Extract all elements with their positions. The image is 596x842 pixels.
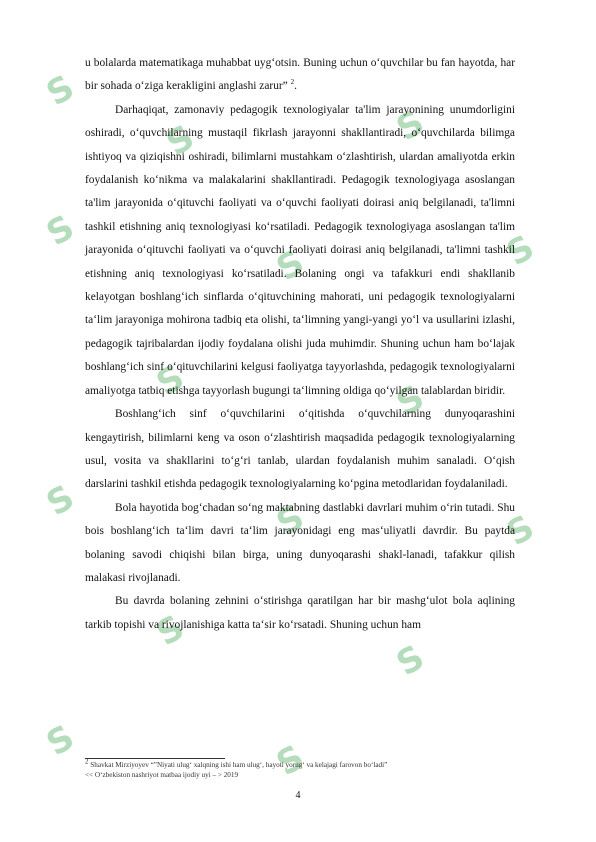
watermark-s-icon [40,720,80,760]
footnote-divider [85,758,225,759]
svg-text:S: S [500,510,540,550]
svg-text:S: S [40,70,80,110]
paragraph-1 [85,52,515,99]
paragraph-text: u bolalarda matematikaga muhabbat uyg‘otsin. Buning uchun o‘quvchilar bu fan hayotda, har bir sohada o‘ziga kerakligini anglashi zarur” [85,57,515,93]
footnote-number: 2 [85,757,89,766]
paragraph-4: Bola hayotida bog‘chadan so‘ng maktabning dastlabki davrlari muhim o‘rin tutadi. Shu bois boshlang‘ich ta‘lim davri ta‘lim jarayonidagi eng mas‘uliyatli davrdir. Bu paytda bolaning savodi chiqishi bilan birga, uning dunyoqarashi shakl-lanadi, tafakkur qilish malakasi rivojlanadi. [85,501,515,584]
watermark-s-icon [40,480,80,520]
svg-text:S: S [40,210,80,250]
svg-text:S: S [40,480,80,520]
body-text [85,52,515,637]
watermark-s-icon [40,210,80,250]
svg-text:S: S [270,740,310,780]
paragraph-2: Darhaqiqat, zamonaviy pedagogik texnologiyalar ta'lim jarayonining unumdorligini oshiradi, o‘quvchilarning mustaqil fikrlash jarayonni shakllantiradi, o‘quvchilarda bilimga ishtiyoq va qiziqishni oshiradi, bilimlarni mustahkam o‘zlashtirish, ulardan amaliyotda erkin foydalanish ko‘nikma va malakalarini shakllantiradi. Pedagogik texnologiyaga asoslangan ta'lim jarayonida o‘qituvchi faoliyati va o‘quvchi faoliyati doirasi aniq belgilanadi, ta'limni tashkil etishning aniq texnologiyasi ko‘rsatiladi. Pedagogik texnologiyaga asoslangan ta'lim jarayonida o‘qituvchi faoliyati va o‘quvchi faoliyati doirasi aniq belgilanadi, ta'limni tashkil etishning aniq texnologiyasi ko‘rsatiladi. Bolaning ongi va tafakkuri endi shakllanib kelayotgan boshlang‘ich sinflarda o‘qituvchining mahorati, uni pedagogik texnologiyalarni ta‘lim jarayoniga mohirona tadbiq eta olishi, ta‘limning yangi-yangi yo‘l va usullarini izlashi, pedagogik tajribalardan ijodiy foydalana olishi juda muhimdir. Shuning uchun ham bo‘lajak boshlang‘ich sinf o‘qituvchilarini kelgusi faoliyatga tayyorlashda, pedagogik texnologiyalarni amaliyotga tatbiq etishga tayyorlash bugungi ta‘limning oldiga qo‘yilgan talablardan biridir. [85,103,515,397]
svg-text:S: S [150,360,190,400]
svg-text:S: S [40,720,80,760]
svg-text:S: S [270,500,310,540]
footnote [85,757,515,780]
watermark-s-icon [390,640,430,680]
svg-text:S: S [150,610,190,650]
watermark-s-icon [40,70,80,110]
paragraph-5: Bu davrda bolaning zehnini o‘stirishga qaratilgan har bir mashg‘ulot bola aqlining tarkib topishi va rivojlanishiga katta ta‘sir ko‘rsatadi. Shuning uchun ham [85,595,515,631]
svg-text:S: S [500,230,540,270]
footnote-text: Shavkat Mirziyoyev “”Niyati ulug‘ xalqning ishi ham ulug‘, hayoti yorug‘ va kelajagi farovon bo‘ladi” [90,761,388,769]
svg-text:S: S [390,105,430,145]
footnote-reference[interactable]: 2 [290,78,295,87]
footnote-line-2: << O‘zbekiston nashriyot matbaa ijodiy uyi – > 2019 [85,771,239,779]
paragraph-tail: . [294,80,297,93]
svg-text:S: S [160,120,200,160]
page-number: 4 [295,790,301,801]
footnote-line-1 [85,757,515,770]
svg-text:S: S [270,245,310,285]
svg-text:S: S [390,640,430,680]
paragraph-3: Boshlang‘ich sinf o‘quvchilarini o‘qitishda o‘quvchilarning dunyoqarashini kengaytirish, bilimlarni keng va oson o‘zlashtirish maqsadida pedagogik texnologiyalarning usul, vosita va shakllarini to‘g‘ri tanlab, ulardan foydalanish muhim sanaladi. O‘qish darslarini tashkil etishda pedagogik texnologiyalarning ko‘pgina metodlaridan foydalaniladi. [85,408,515,491]
svg-text:S: S [390,380,430,420]
